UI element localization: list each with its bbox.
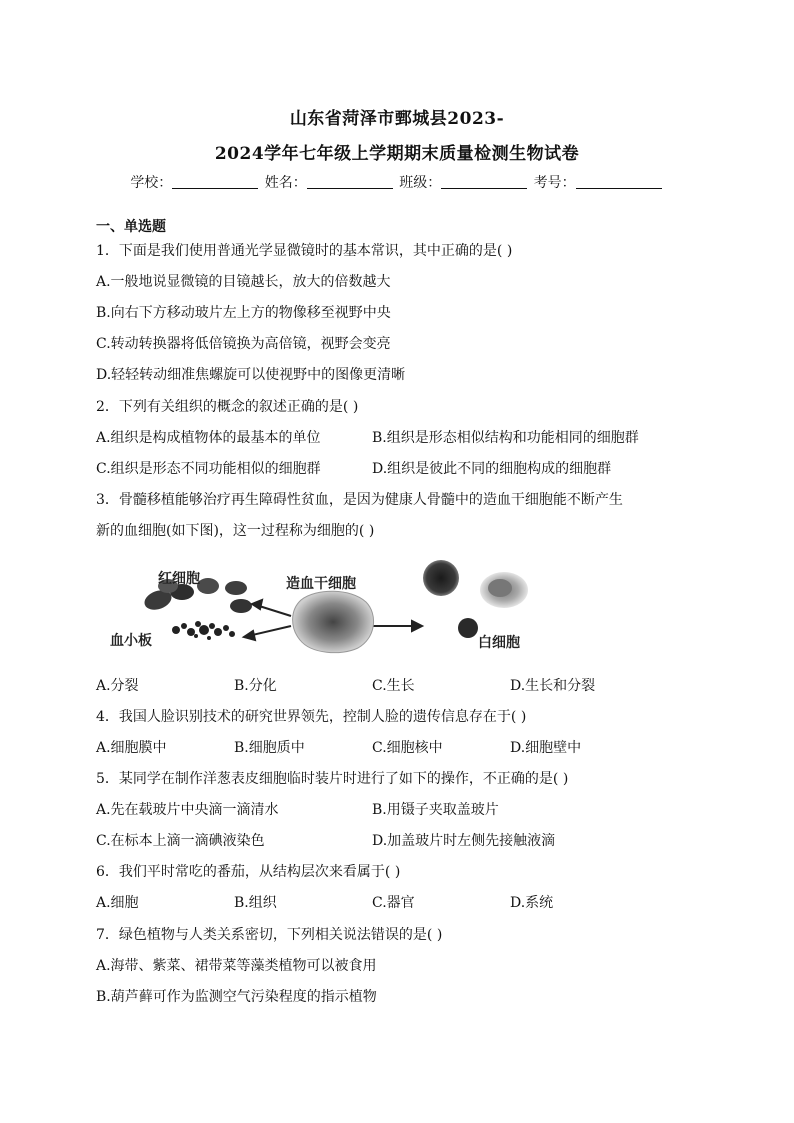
name-label: 姓名： [264,175,307,191]
question-1-option-d: D.轻轻转动细准焦螺旋可以使视野中的图像更清晰 [96,367,406,383]
question-4-option-a: A.细胞膜中 [96,740,167,756]
red-cell-label: 红细胞 [158,571,200,587]
question-1-option-b: B.向右下方移动玻片左上方的物像移至视野中央 [96,305,391,321]
school-blank [172,174,258,189]
platelet-label: 血小板 [110,633,152,649]
stem-cell [293,591,374,652]
question-2-stem: 2．下列有关组织的概念的叙述正确的是( ) [96,399,359,415]
question-4-stem: 4．我国人脸识别技术的研究世界领先，控制人脸的遗传信息存在于( ) [96,709,527,725]
question-4-option-d: D.细胞壁中 [510,740,582,756]
name-blank [307,174,393,189]
platelets [172,621,235,640]
question-7-option-a: A.海带、紫菜、裙带菜等藻类植物可以被食用 [96,958,377,974]
question-5-stem: 5．某同学在制作洋葱表皮细胞临时装片时进行了如下的操作，不正确的是( ) [96,771,569,787]
question-2-option-b: B.组织是形态相似结构和功能相同的细胞群 [372,430,639,446]
number-blank [576,174,662,189]
class-label: 班级： [399,175,442,191]
question-3-option-c: C.生长 [372,678,415,694]
exam-title-line1: 山东省菏泽市鄄城县2023- [289,109,505,129]
question-5-option-c: C.在标本上滴一滴碘液染色 [96,833,265,849]
question-1-option-c: C.转动转换器将低倍镜换为高倍镜，视野会变亮 [96,336,391,352]
question-3-option-a: A.分裂 [96,678,139,694]
question-7-option-b: B.葫芦藓可作为监测空气污染程度的指示植物 [96,989,377,1005]
question-6-option-a: A.细胞 [96,895,139,911]
class-blank [441,174,527,189]
question-1-option-a: A.一般地说显微镜的目镜越长，放大的倍数越大 [96,274,391,290]
question-5-option-a: A.先在载玻片中央滴一滴清水 [96,802,279,818]
exam-title-line2: 2024学年七年级上学期期末质量检测生物试卷 [214,144,580,164]
question-3-stem-line1: 3．骨髓移植能够治疗再生障碍性贫血，是因为健康人骨髓中的造血干细胞能不断产生 [96,492,623,508]
white-blood-cells [423,560,528,638]
question-6-stem: 6．我们平时常吃的番茄，从结构层次来看属于( ) [96,864,401,880]
blood-cell-differentiation-figure [96,550,536,660]
school-label: 学校： [130,175,173,191]
number-label: 考号： [533,175,576,191]
question-2-option-d: D.组织是彼此不同的细胞构成的细胞群 [372,461,612,477]
question-6-option-c: C.器官 [372,895,415,911]
student-info-line [0,172,794,192]
section-title: 一、单选题 [96,219,166,235]
question-2-option-c: C.组织是形态不同功能相似的细胞群 [96,461,321,477]
question-4-option-b: B.细胞质中 [234,740,305,756]
question-3-stem-line2: 新的血细胞(如下图)，这一过程称为细胞的( ) [96,523,375,539]
question-6-option-b: B.组织 [234,895,277,911]
question-1-stem: 1．下面是我们使用普通光学显微镜时的基本常识，其中正确的是( ) [96,243,513,259]
question-4-option-c: C.细胞核中 [372,740,443,756]
question-2-option-a: A.组织是构成植物体的最基本的单位 [96,430,321,446]
white-cell-label: 白细胞 [478,635,520,651]
stem-cell-label: 造血干细胞 [286,576,356,592]
question-3-option-b: B.分化 [234,678,277,694]
question-7-stem: 7．绿色植物与人类关系密切，下列相关说法错误的是( ) [96,927,443,943]
question-5-option-d: D.加盖玻片时左侧先接触液滴 [372,833,556,849]
figure-illustration [96,550,536,660]
question-5-option-b: B.用镊子夹取盖玻片 [372,802,499,818]
question-6-option-d: D.系统 [510,895,554,911]
question-3-option-d: D.生长和分裂 [510,678,596,694]
